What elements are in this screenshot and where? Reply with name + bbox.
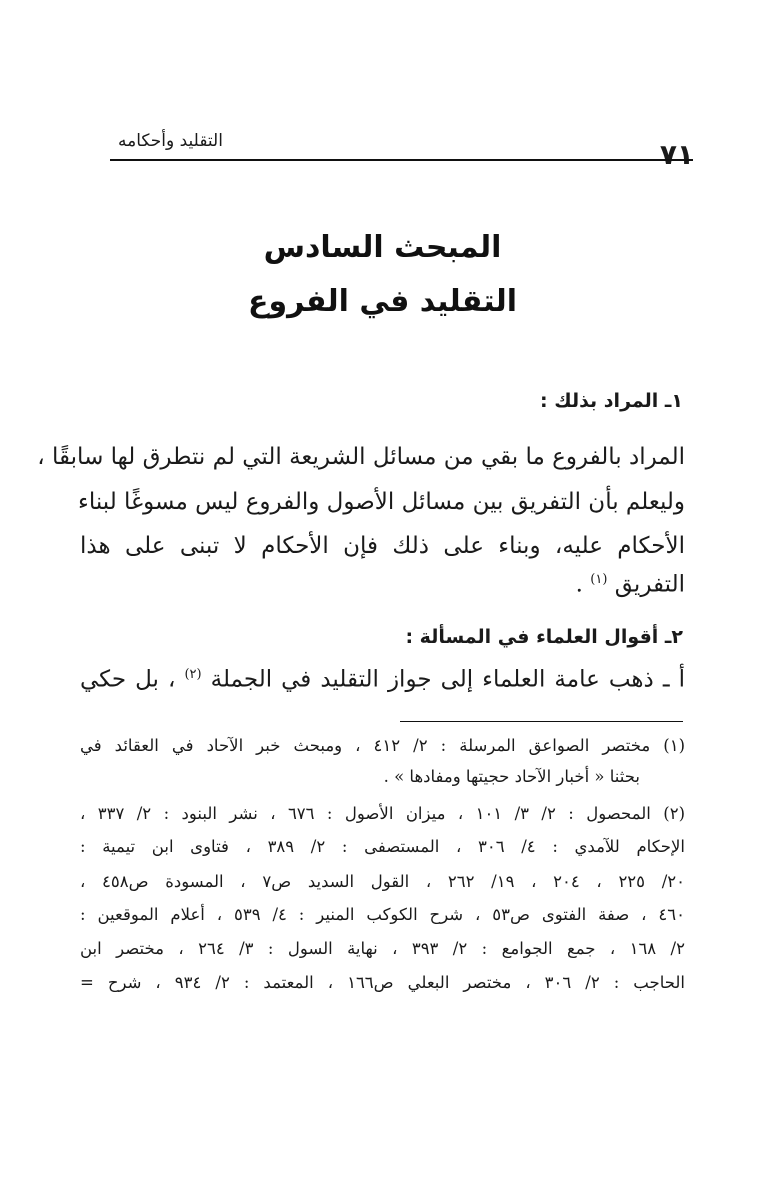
body-line xyxy=(80,668,685,692)
footnote-line: ٢/ ١٦٨ ، جمع الجوامع : ٢/ ٣٩٣ ، نهاية السول : ٣/ ٢٦٤ ، مختصر ابن xyxy=(80,939,685,958)
body-line xyxy=(80,573,685,597)
footnote-line: ٤٦٠ ، صفة الفتوى ص٥٣ ، شرح الكوكب المنير : ٤/ ٥٣٩ ، أعلام الموقعين : xyxy=(80,905,685,924)
footnote-line: الإحكام للآمدي : ٤/ ٣٠٦ ، المستصفى : ٢/ ٣٨٩ ، فتاوى ابن تيمية : xyxy=(80,837,686,856)
footnote-line: ٢٠/ ٢٢٥ ، ٢٠٤ ، ١٩/ ٢٦٢ ، القول السديد ص٧ ، المسودة ص٤٥٨ ، xyxy=(80,872,686,891)
header-rule xyxy=(110,159,693,161)
body-text: أ ـ ذهب عامة العلماء إلى جواز التقليد في الجملة xyxy=(210,666,685,693)
body-line: الأحكام عليه، وبناء على ذلك فإن الأحكام لا تبنى على هذا xyxy=(80,533,685,559)
section-heading-1: ١ـ المراد بذلك : xyxy=(540,390,683,412)
chapter-title: المبحث السادس xyxy=(263,230,502,265)
chapter-subject: التقليد في الفروع xyxy=(247,284,518,319)
body-text: التفريق xyxy=(614,571,685,598)
footnote-line: الحاجب : ٢/ ٣٠٦ ، مختصر البعلي ص١٦٦ ، المعتمد : ٢/ ٩٣٤ ، شرح = xyxy=(80,973,685,992)
footnote-ref-2: (٢) xyxy=(184,667,202,682)
footnote-line: (١) مختصر الصواعق المرسلة : ٢/ ٤١٢ ، ومبحث خبر الآحاد في العقائد في xyxy=(80,736,685,755)
body-line: المراد بالفروع ما بقي من مسائل الشريعة التي لم نتطرق لها سابقًا ، xyxy=(37,444,685,470)
section-heading-2: ٢ـ أقوال العلماء في المسألة : xyxy=(405,626,683,648)
footnote-separator xyxy=(400,721,683,722)
page-number: ٧١ xyxy=(659,138,694,171)
body-text: . xyxy=(575,571,583,598)
footnote-line: بحثنا « أخبار الآحاد حجيتها ومفادها » . xyxy=(383,767,640,786)
body-text: ، بل حكي xyxy=(80,666,176,693)
running-header-title: التقليد وأحكامه xyxy=(118,131,223,151)
footnote-ref-1: (١) xyxy=(590,572,608,587)
body-line: وليعلم بأن التفريق بين مسائل الأصول والفروع ليس مسوغًا لبناء xyxy=(78,489,685,515)
footnote-line: (٢) المحصول : ٢/ ٣/ ١٠١ ، ميزان الأصول : ٦٧٦ ، نشر البنود : ٢/ ٣٣٧ ، xyxy=(80,804,685,823)
